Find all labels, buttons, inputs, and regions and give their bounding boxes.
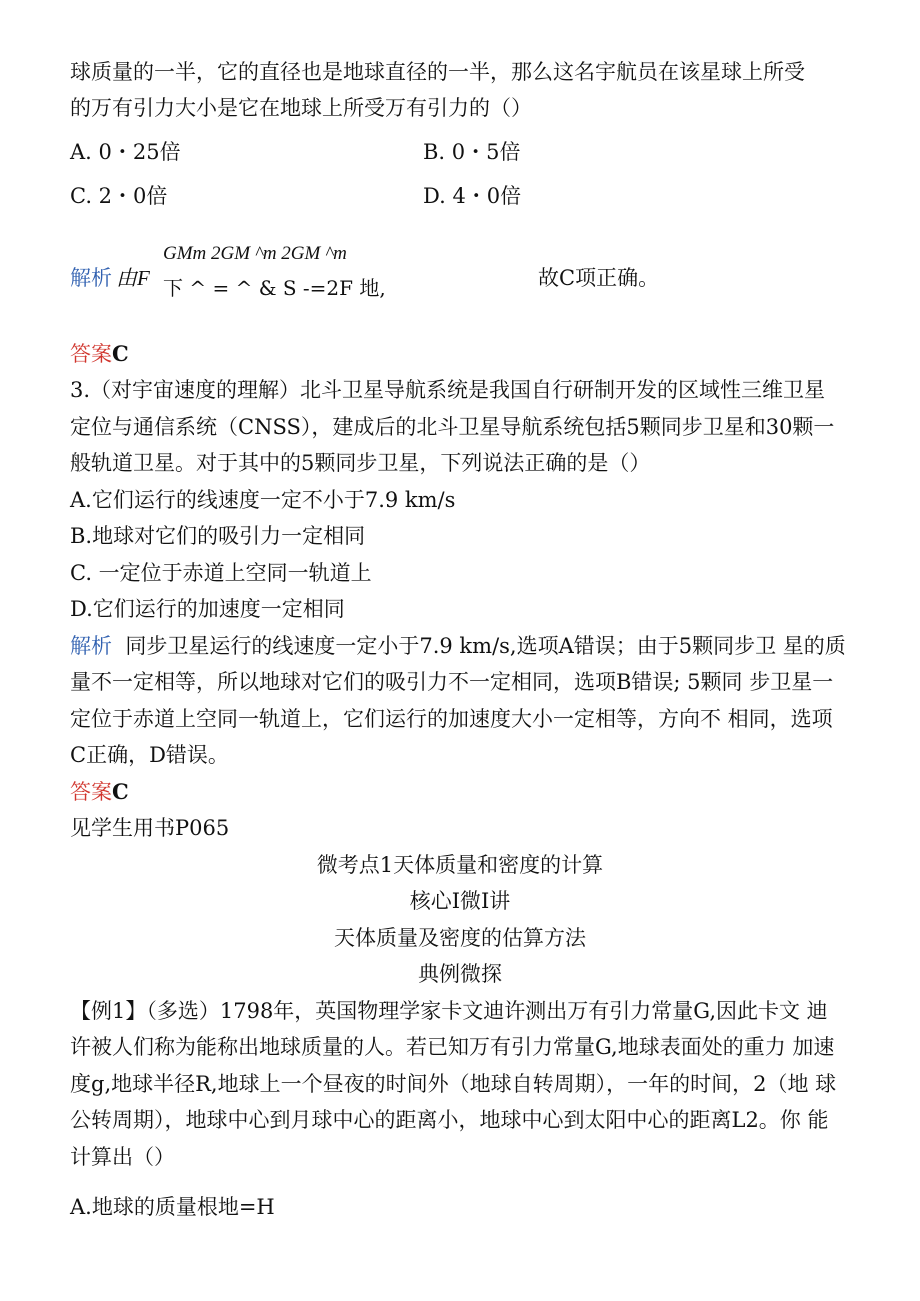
section-heading: 微考点1天体质量和密度的计算: [316, 853, 604, 877]
q3-option-c: C. 一定位于赤道上空同一轨道上: [70, 561, 372, 585]
q3-option-d: D.它们运行的加速度一定相同: [70, 597, 345, 621]
answer-value: C: [112, 341, 129, 366]
q3-stem-line: 定位与通信系统（CNSS），建成后的北斗卫星导航系统包括5颗同步卫星和30颗一: [70, 415, 835, 439]
q3-option-a: A.它们运行的线速度一定不小于7.9 km/s: [70, 488, 456, 512]
q3-stem-line: 3.（对宇宙速度的理解）北斗卫星导航系统是我国自行研制开发的区域性三维卫星: [70, 378, 826, 402]
section-subheading: 典例微探: [418, 962, 502, 986]
analysis-label: 解析: [70, 634, 112, 658]
q3-analysis-line: [70, 632, 846, 660]
example-stem-line: 计算出（）: [70, 1145, 175, 1169]
q3-answer: [70, 778, 129, 806]
q2-option-d: D. 4・0倍: [423, 184, 522, 208]
q2-stem-line: 球质量的一半，它的直径也是地球直径的一半，那么这名宇航员在该星球上所受: [70, 60, 805, 84]
q2-option-a: A. 0・25倍: [70, 140, 181, 164]
answer-label: 答案: [70, 342, 112, 366]
q2-analysis-conclusion: 故C项正确。: [538, 266, 660, 290]
q2-analysis-label: 解析: [70, 266, 112, 290]
example-stem-line: 公转周期），地球中心到月球中心的距离小，地球中心到太阳中心的距离L2。你 能: [70, 1108, 829, 1132]
example-option-a: A.地球的质量根地=H: [70, 1195, 275, 1219]
q3-option-b: B.地球对它们的吸引力一定相同: [70, 524, 366, 548]
example-stem-line: 许被人们称为能称出地球质量的人。若已知万有引力常量G,地球表面处的重力 加速: [70, 1035, 835, 1059]
q2-option-c: C. 2・0倍: [70, 184, 168, 208]
q2-stem-line: 的万有引力大小是它在地球上所受万有引力的（）: [70, 96, 532, 120]
section-subheading: 核心I微I讲: [409, 889, 511, 913]
q2-option-b: B. 0・5倍: [423, 140, 521, 164]
q2-formula-top: GMm 2GM ^m 2GM ^m: [163, 243, 347, 264]
q2-analysis-prefix: 由F: [116, 266, 150, 290]
q3-stem-line: 般轨道卫星。对于其中的5颗同步卫星，下列说法正确的是（）: [70, 451, 651, 475]
q3-analysis-line: 量不一定相等，所以地球对它们的吸引力不一定相同，选项B错误; 5颗同 步卫星一: [70, 670, 834, 694]
analysis-text: 同步卫星运行的线速度一定小于7.9 km/s,选项A错误；由于5颗同步卫 星的质: [125, 634, 846, 658]
q3-analysis-line: 定位于赤道上空同一轨道上，它们运行的加速度大小一定相等，方向不 相同，选项: [70, 707, 833, 731]
q2-formula-bottom: 下 ^ = ^ & S -=2F 地,: [163, 276, 386, 300]
section-subheading: 天体质量及密度的估算方法: [334, 926, 586, 950]
q3-analysis-line: C正确，D错误。: [70, 743, 229, 767]
answer-label: 答案: [70, 780, 112, 804]
example-stem-line: 度g,地球半径R,地球上一个昼夜的时间外（地球自转周期），一年的时间，2（地 球: [70, 1072, 837, 1096]
q2-answer: [70, 340, 129, 368]
example-stem-line: 【例1】（多选）1798年，英国物理学家卡文迪许测出万有引力常量G,因此卡文 迪: [70, 999, 828, 1023]
answer-value: C: [112, 779, 129, 804]
reference-note: 见学生用书P065: [70, 816, 230, 840]
